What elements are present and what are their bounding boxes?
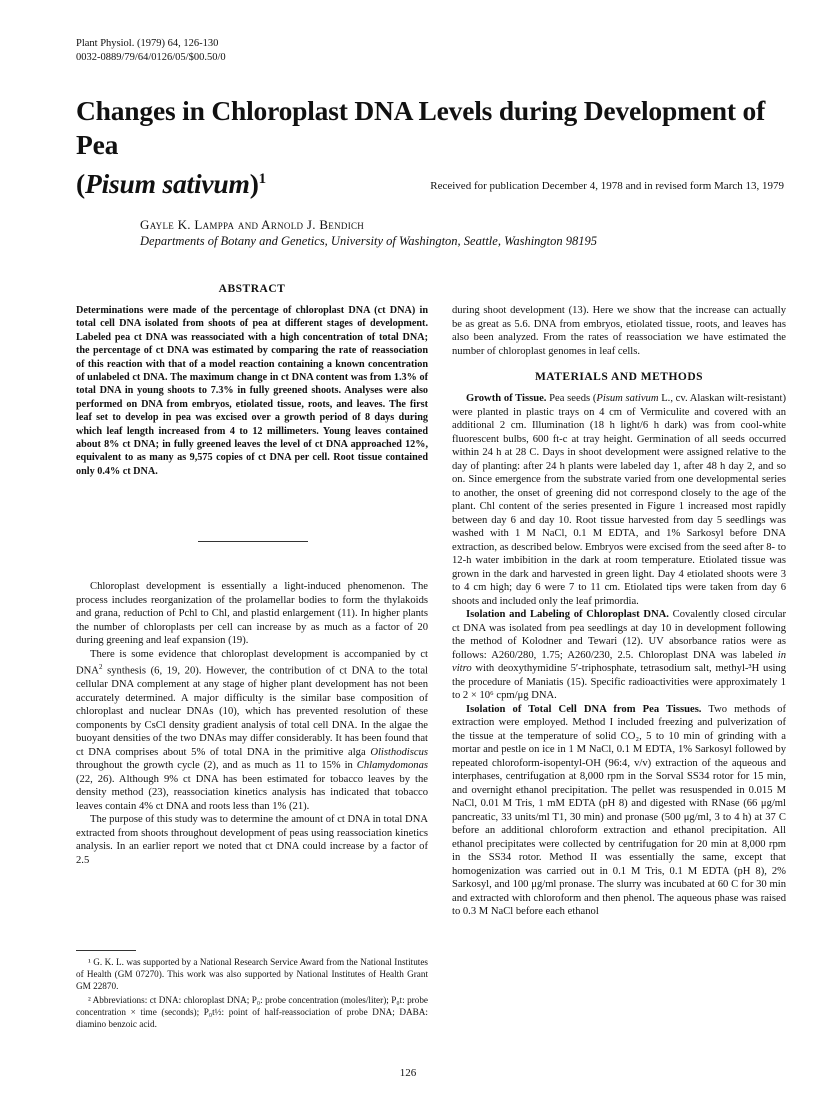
intro-paragraph-3: The purpose of this study was to determine the amount of ct DNA in total DNA extracted from shoots throughout development of peas using reassociation kinetics analysis. In an earlier report we noted that ct DNA could increase by a factor of 2.5 [76, 814, 428, 866]
introduction [76, 580, 428, 867]
growth-heading: Growth of Tissue. [466, 393, 547, 404]
title-footnote-mark: 1 [258, 171, 266, 187]
journal-code: 0032-0889/79/64/0126/05/$00.50/0 [76, 52, 226, 63]
author-line [140, 217, 364, 233]
footnote-2: ² Abbreviations: ct DNA: chloroplast DNA; P₀: probe concentration (moles/liter); P₀t: probe concentration × time (seconds); P₀t½: point of half-reassociation of probe DNA; DABA: diamino benzoic acid. [76, 995, 428, 1029]
abstract-heading: ABSTRACT [218, 283, 286, 295]
journal-header [76, 37, 226, 65]
methods-body [452, 392, 786, 919]
intro-paragraph-1: Chloroplast development is essentially a light-induced phenomenon. The process includes reorganization of the prolamellar bodies to form the thylakoids and grana, reduction of Pchl to Chl, and plastid enlargement (11). In higher plants the number of chloroplasts per cell can increase by as much as a factor of 20 during greening and leaf expansion (19). [76, 581, 428, 646]
author-2: Arnold J. Bendich [261, 217, 365, 232]
abstract-text: Determinations were made of the percentage of chloroplast DNA (ct DNA) in total cell DNA isolated from shoots of pea at different stages of development. Labeled pea ct DNA was reassociated with a high concentration of total DNA; the percentage of ct DNA was estimated by comparing the rate of reassociation of this reaction with that of a model reaction containing a known concentration of unlabeled ct DNA. The maximum change in ct DNA content was from 1.3% of total DNA in young shoots to 7.3% in fully greened shoots. Analyses were also performed on DNA from embryos, etiolated tissue, roots, and leaves. The first leaf set to develop in pea was excised over a growth period of 8 days during which leaf length increased from 4 to 12 millimeters. Young leaves contained about 8% ct DNA; in fully greened leaves the level of ct DNA approached 12%, equivalent to as many as 9,575 copies of ct DNA per cell. Root tissue contained only 0.4% ct DNA. [76, 305, 428, 477]
author-conjunction: and [237, 217, 259, 232]
journal-citation: Plant Physiol. (1979) 64, 126-130 [76, 38, 219, 49]
section-divider [198, 541, 308, 542]
page-number: 126 [399, 1067, 417, 1079]
paper-title: Changes in Chloroplast DNA Levels during Development of Pea (Pisum sativum)$^1$ [76, 95, 766, 200]
growth-paragraph: Growth of Tissue. Pea seeds (Pisum sativum L., cv. Alaskan wilt-resistant) were planted in plastic trays on 4 cm of Vermiculite and covered with an additional 2 cm. Illumination (18 h light/6 h dark) was from cool-white fluorescent bulbs, 600 ft-c at tray height. Germination of all seeds occurred within 24 h at 28 C. Days in shoot development were assigned relative to the day of planting: after 24 h plants were labeled day 1, after 48 h day 2, and so on. Since emergence from the substrate varied from one developmental series to another, the onset of greening did not correspond closely to the age of the plant. Chl content of the series presented in Figure 1 increased most rapidly between day 6 and day 10. Root tissue harvested from day 5 seedlings was washed with 1 M NaCl, 0.1 M EDTA, and 1% Sarkosyl before DNA extraction, as described below. Embryos were excised from the seed after 8- to 12-h water imbibition in the dark at room temperature. Etiolated tissue was grown in the dark and harvested in green light. Day 4 etiolated shoots were 3 to 4 cm high; day 6 were 7 to 11 cm. Etiolated tips were taken from day 6 shoots and included only the leaf primordia. [452, 393, 787, 607]
title-species: Pisum sativum [84, 168, 250, 200]
isolation-labeling-paragraph: Isolation and Labeling of Chloroplast DNA. Covalently closed circular ct DNA was isolated from pea seedlings at day 10 in development following the method of Kolodner and Tewari (12). UV absorbance ratios were as follows: A260/280, 1.75; A260/230, 2.5. Chloroplast DNA was labeled in vitro with deoxythymidine 5′-triphosphate, tetrasodium salt, methyl-³H using the procedure of Maniatis (15). Specific radioactivities were approximately 1 to 2 × 10⁶ cpm/μg DNA. [452, 609, 787, 701]
footnote-1: ¹ G. K. L. was supported by a National Research Service Award from the National Institutes of Health (GM 07270). This work was also supported by National Institutes of Health Grant GM 22870. [76, 957, 428, 991]
total-dna-paragraph: Isolation of Total Cell DNA from Pea Tissues. Two methods of extraction were employed. Method I included freezing and pulverization of the tissue at the temperature of solid CO₂, 5 to 10 min of grinding with a mortar and pestle on ice in 1 M NaCl, 0.1 M EDTA, 1% Sarkosyl followed by repeated chloroform-isopentyl-OH (96:4, v/v) extraction of the aqueous and interphases, centrifugation at 8,000 rpm in the Sorval SS34 rotor for 15 min, and overnight ethanol precipitation. The pellet was resuspended in 0.015 M NaCl, 0.01 M Tris, 1 mM EDTA (pH 8) and digested with RNase (66 μg/ml pancreatic, 33 units/ml T1, 30 min) and pronase (500 μg/ml, 3 to 4 h) at 37 C before an additional chloroform extraction and ethanol precipitation. All ethanol precipitates were collected by centrifugation for 20 min at 8,000 rpm in the SS34 rotor. Method II was essentially the same, except that homogenization was carried out in 0.1 M Tris, 0.1 M EDTA (pH 8), 2% Sarkosyl, and 100 μg/ml pronase. The slurry was incubated at 60 C for 30 min and extracted with chloroform and then phenol. The aqueous phase was raised to 0.3 M NaCl before each ethanol [452, 703, 787, 917]
footnotes [76, 956, 428, 1032]
affiliation: Departments of Botany and Genetics, University of Washington, Seattle, Washington 98195 [140, 234, 598, 248]
title-main: Changes in Chloroplast DNA Levels during Development of Pea [76, 95, 766, 160]
author-1: Gayle K. Lamppa [140, 217, 235, 232]
total-dna-heading: Isolation of Total Cell DNA from Pea Tissues. [466, 703, 702, 715]
intro-continued: during shoot development (13). Here we show that the increase can actually be as great as 5.6. DNA from embryos, etiolated tissue, roots, and leaves has also been analyzed. From the rates of reassociation we have estimated the number of chloroplast genomes in leaf cells. [452, 305, 786, 357]
methods-heading: MATERIALS AND METHODS [534, 371, 704, 383]
received-date: Received for publication December 4, 1978 and in revised form March 13, 1979 [430, 180, 784, 192]
intro-paragraph-2: There is some evidence that chloroplast development is accompanied by ct DNA$^2$ synthesis (6, 19, 20). However, the contribution of ct DNA to the total cellular DNA complement at any stage of higher plant development has not been accurately determined. A major difficulty is the similar base composition of chloroplast and nuclear DNAs (10), which has prevented resolution of these components by CsCl density gradient analysis of total cell DNA. In the algae the buoyant densities of the two DNAs may differ considerably. It has been found that ct DNA comprises about 5% of total DNA in the primitive alga Olisthodiscus throughout the growth cycle (2), and as much as 11 to 15% in Chlamydomonas (22, 26). Although 9% ct DNA has been estimated for tobacco leaves by the density method (23), reassociation kinetics analysis has indicated that tobacco leaves contain 4% ct DNA and roots less than 1% (21). [76, 648, 428, 812]
footnote-rule [76, 950, 136, 951]
isolation-heading: Isolation and Labeling of Chloroplast DNA. [466, 609, 669, 620]
